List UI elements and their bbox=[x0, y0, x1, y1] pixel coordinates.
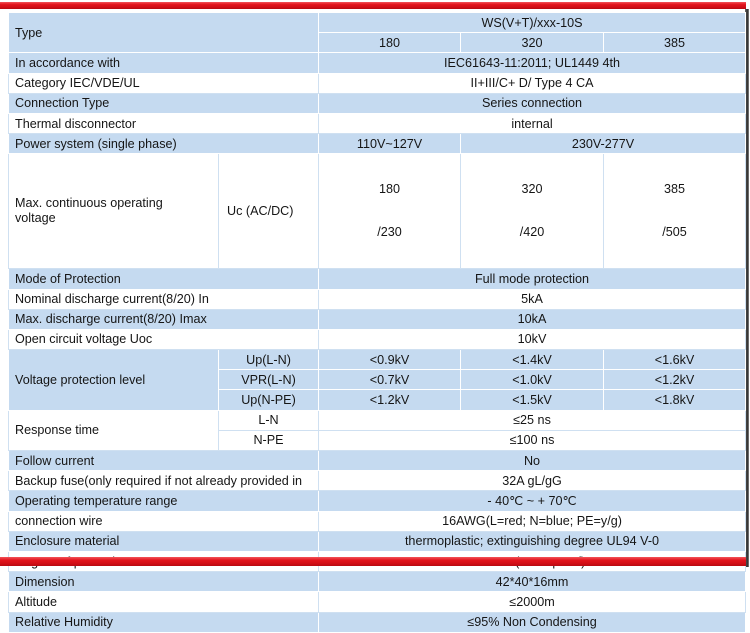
spec-sheet bbox=[8, 12, 745, 633]
connection-wire-value: 16AWG(L=red; N=blue; PE=y/g) bbox=[319, 511, 746, 531]
bottom-red-stripe bbox=[0, 557, 746, 566]
response-time-sublabel: L-N bbox=[219, 410, 319, 430]
response-time-label: Response time bbox=[9, 410, 219, 450]
connection-type-row bbox=[9, 93, 746, 113]
max-continuous-voltage-value bbox=[604, 154, 746, 269]
voltage-protection-value: <1.6kV bbox=[604, 350, 746, 370]
enclosure-material-row bbox=[9, 531, 746, 551]
max-continuous-voltage-value bbox=[319, 154, 461, 269]
relative-humidity-label: Relative Humidity bbox=[9, 612, 319, 632]
open-circuit-voltage-label: Open circuit voltage Uoc bbox=[9, 329, 319, 349]
relative-humidity-value: ≤95% Non Condensing bbox=[319, 612, 746, 632]
max-discharge-row bbox=[9, 309, 746, 329]
standard-label: In accordance with bbox=[9, 53, 319, 73]
standard-value: IEC61643-11:2011; UL1449 4th bbox=[319, 53, 746, 73]
backup-fuse-value: 32A gL/gG bbox=[319, 471, 746, 491]
connection-wire-row bbox=[9, 511, 746, 531]
power-system-row bbox=[9, 134, 746, 154]
voltage-protection-row bbox=[9, 350, 746, 370]
backup-fuse-row bbox=[9, 471, 746, 491]
dimension-row bbox=[9, 572, 746, 592]
variant-header: 320 bbox=[461, 33, 604, 53]
top-red-stripe bbox=[0, 2, 746, 9]
voltage-protection-sublabel: VPR(L-N) bbox=[219, 370, 319, 390]
response-time-value: ≤25 ns bbox=[319, 410, 746, 430]
enclosure-material-label: Enclosure material bbox=[9, 531, 319, 551]
operating-temperature-row bbox=[9, 491, 746, 511]
response-time-row bbox=[9, 410, 746, 430]
max-discharge-value: 10kA bbox=[319, 309, 746, 329]
follow-current-row bbox=[9, 451, 746, 471]
category-value: II+III/C+ D/ Type 4 CA bbox=[319, 73, 746, 93]
max-continuous-voltage-value bbox=[461, 154, 604, 269]
ac-voltage: 385 bbox=[664, 182, 686, 197]
voltage-protection-value: <1.4kV bbox=[461, 350, 604, 370]
power-system-value-high: 230V-277V bbox=[461, 134, 746, 154]
thermal-disconnector-row bbox=[9, 113, 746, 133]
nominal-discharge-row bbox=[9, 289, 746, 309]
dc-voltage: /230 bbox=[377, 225, 402, 240]
category-row bbox=[9, 73, 746, 93]
dimension-label: Dimension bbox=[9, 572, 319, 592]
nominal-discharge-value: 5kA bbox=[319, 289, 746, 309]
voltage-protection-sublabel: Up(L-N) bbox=[219, 350, 319, 370]
power-system-label: Power system (single phase) bbox=[9, 134, 319, 154]
dc-voltage: /505 bbox=[662, 225, 687, 240]
thermal-disconnector-value: internal bbox=[319, 113, 746, 133]
enclosure-material-value: thermoplastic; extinguishing degree UL94 V-0 bbox=[319, 531, 746, 551]
mode-of-protection-row bbox=[9, 269, 746, 289]
relative-humidity-row bbox=[9, 612, 746, 632]
operating-temperature-value: - 40℃ ~ + 70℃ bbox=[319, 491, 746, 511]
standard-row bbox=[9, 53, 746, 73]
follow-current-label: Follow current bbox=[9, 451, 319, 471]
open-circuit-voltage-value: 10kV bbox=[319, 329, 746, 349]
mode-of-protection-value: Full mode protection bbox=[319, 269, 746, 289]
max-discharge-label: Max. discharge current(8/20) Imax bbox=[9, 309, 319, 329]
altitude-row bbox=[9, 592, 746, 612]
mode-of-protection-label: Mode of Protection bbox=[9, 269, 319, 289]
voltage-protection-label: Voltage protection level bbox=[9, 350, 219, 411]
uc-sublabel: Uc (AC/DC) bbox=[219, 154, 319, 269]
voltage-protection-value: <0.7kV bbox=[319, 370, 461, 390]
voltage-protection-value: <1.0kV bbox=[461, 370, 604, 390]
variant-header: 180 bbox=[319, 33, 461, 53]
voltage-protection-value: <1.2kV bbox=[319, 390, 461, 410]
spec-table bbox=[8, 12, 746, 633]
ac-voltage: 180 bbox=[378, 182, 400, 197]
thermal-disconnector-label: Thermal disconnector bbox=[9, 113, 319, 133]
ac-voltage: 320 bbox=[521, 182, 543, 197]
variant-header: 385 bbox=[604, 33, 746, 53]
nominal-discharge-label: Nominal discharge current(8/20) In bbox=[9, 289, 319, 309]
response-time-value: ≤100 ns bbox=[319, 430, 746, 450]
dimension-value: 42*40*16mm bbox=[319, 572, 746, 592]
model-value: WS(V+T)/xxx-10S bbox=[319, 13, 746, 33]
follow-current-value: No bbox=[319, 451, 746, 471]
operating-temperature-label: Operating temperature range bbox=[9, 491, 319, 511]
power-system-value-low: 110V~127V bbox=[319, 134, 461, 154]
category-label: Category IEC/VDE/UL bbox=[9, 73, 319, 93]
max-continuous-voltage-label: Max. continuous operating voltage bbox=[15, 196, 163, 226]
backup-fuse-label: Backup fuse(only required if not already provided in bbox=[9, 471, 319, 491]
voltage-protection-value: <1.2kV bbox=[604, 370, 746, 390]
connection-type-value: Series connection bbox=[319, 93, 746, 113]
dc-voltage: /420 bbox=[519, 225, 545, 240]
altitude-value: ≤2000m bbox=[319, 592, 746, 612]
max-continuous-voltage-row bbox=[9, 154, 746, 269]
open-circuit-voltage-row bbox=[9, 329, 746, 349]
connection-type-label: Connection Type bbox=[9, 93, 319, 113]
voltage-protection-value: <1.5kV bbox=[461, 390, 604, 410]
voltage-protection-sublabel: Up(N-PE) bbox=[219, 390, 319, 410]
response-time-sublabel: N-PE bbox=[219, 430, 319, 450]
voltage-protection-value: <1.8kV bbox=[604, 390, 746, 410]
type-row bbox=[9, 13, 746, 33]
connection-wire-label: connection wire bbox=[9, 511, 319, 531]
altitude-label: Altitude bbox=[9, 592, 319, 612]
voltage-protection-value: <0.9kV bbox=[319, 350, 461, 370]
max-continuous-voltage-cell bbox=[9, 154, 219, 269]
type-label: Type bbox=[9, 13, 319, 53]
